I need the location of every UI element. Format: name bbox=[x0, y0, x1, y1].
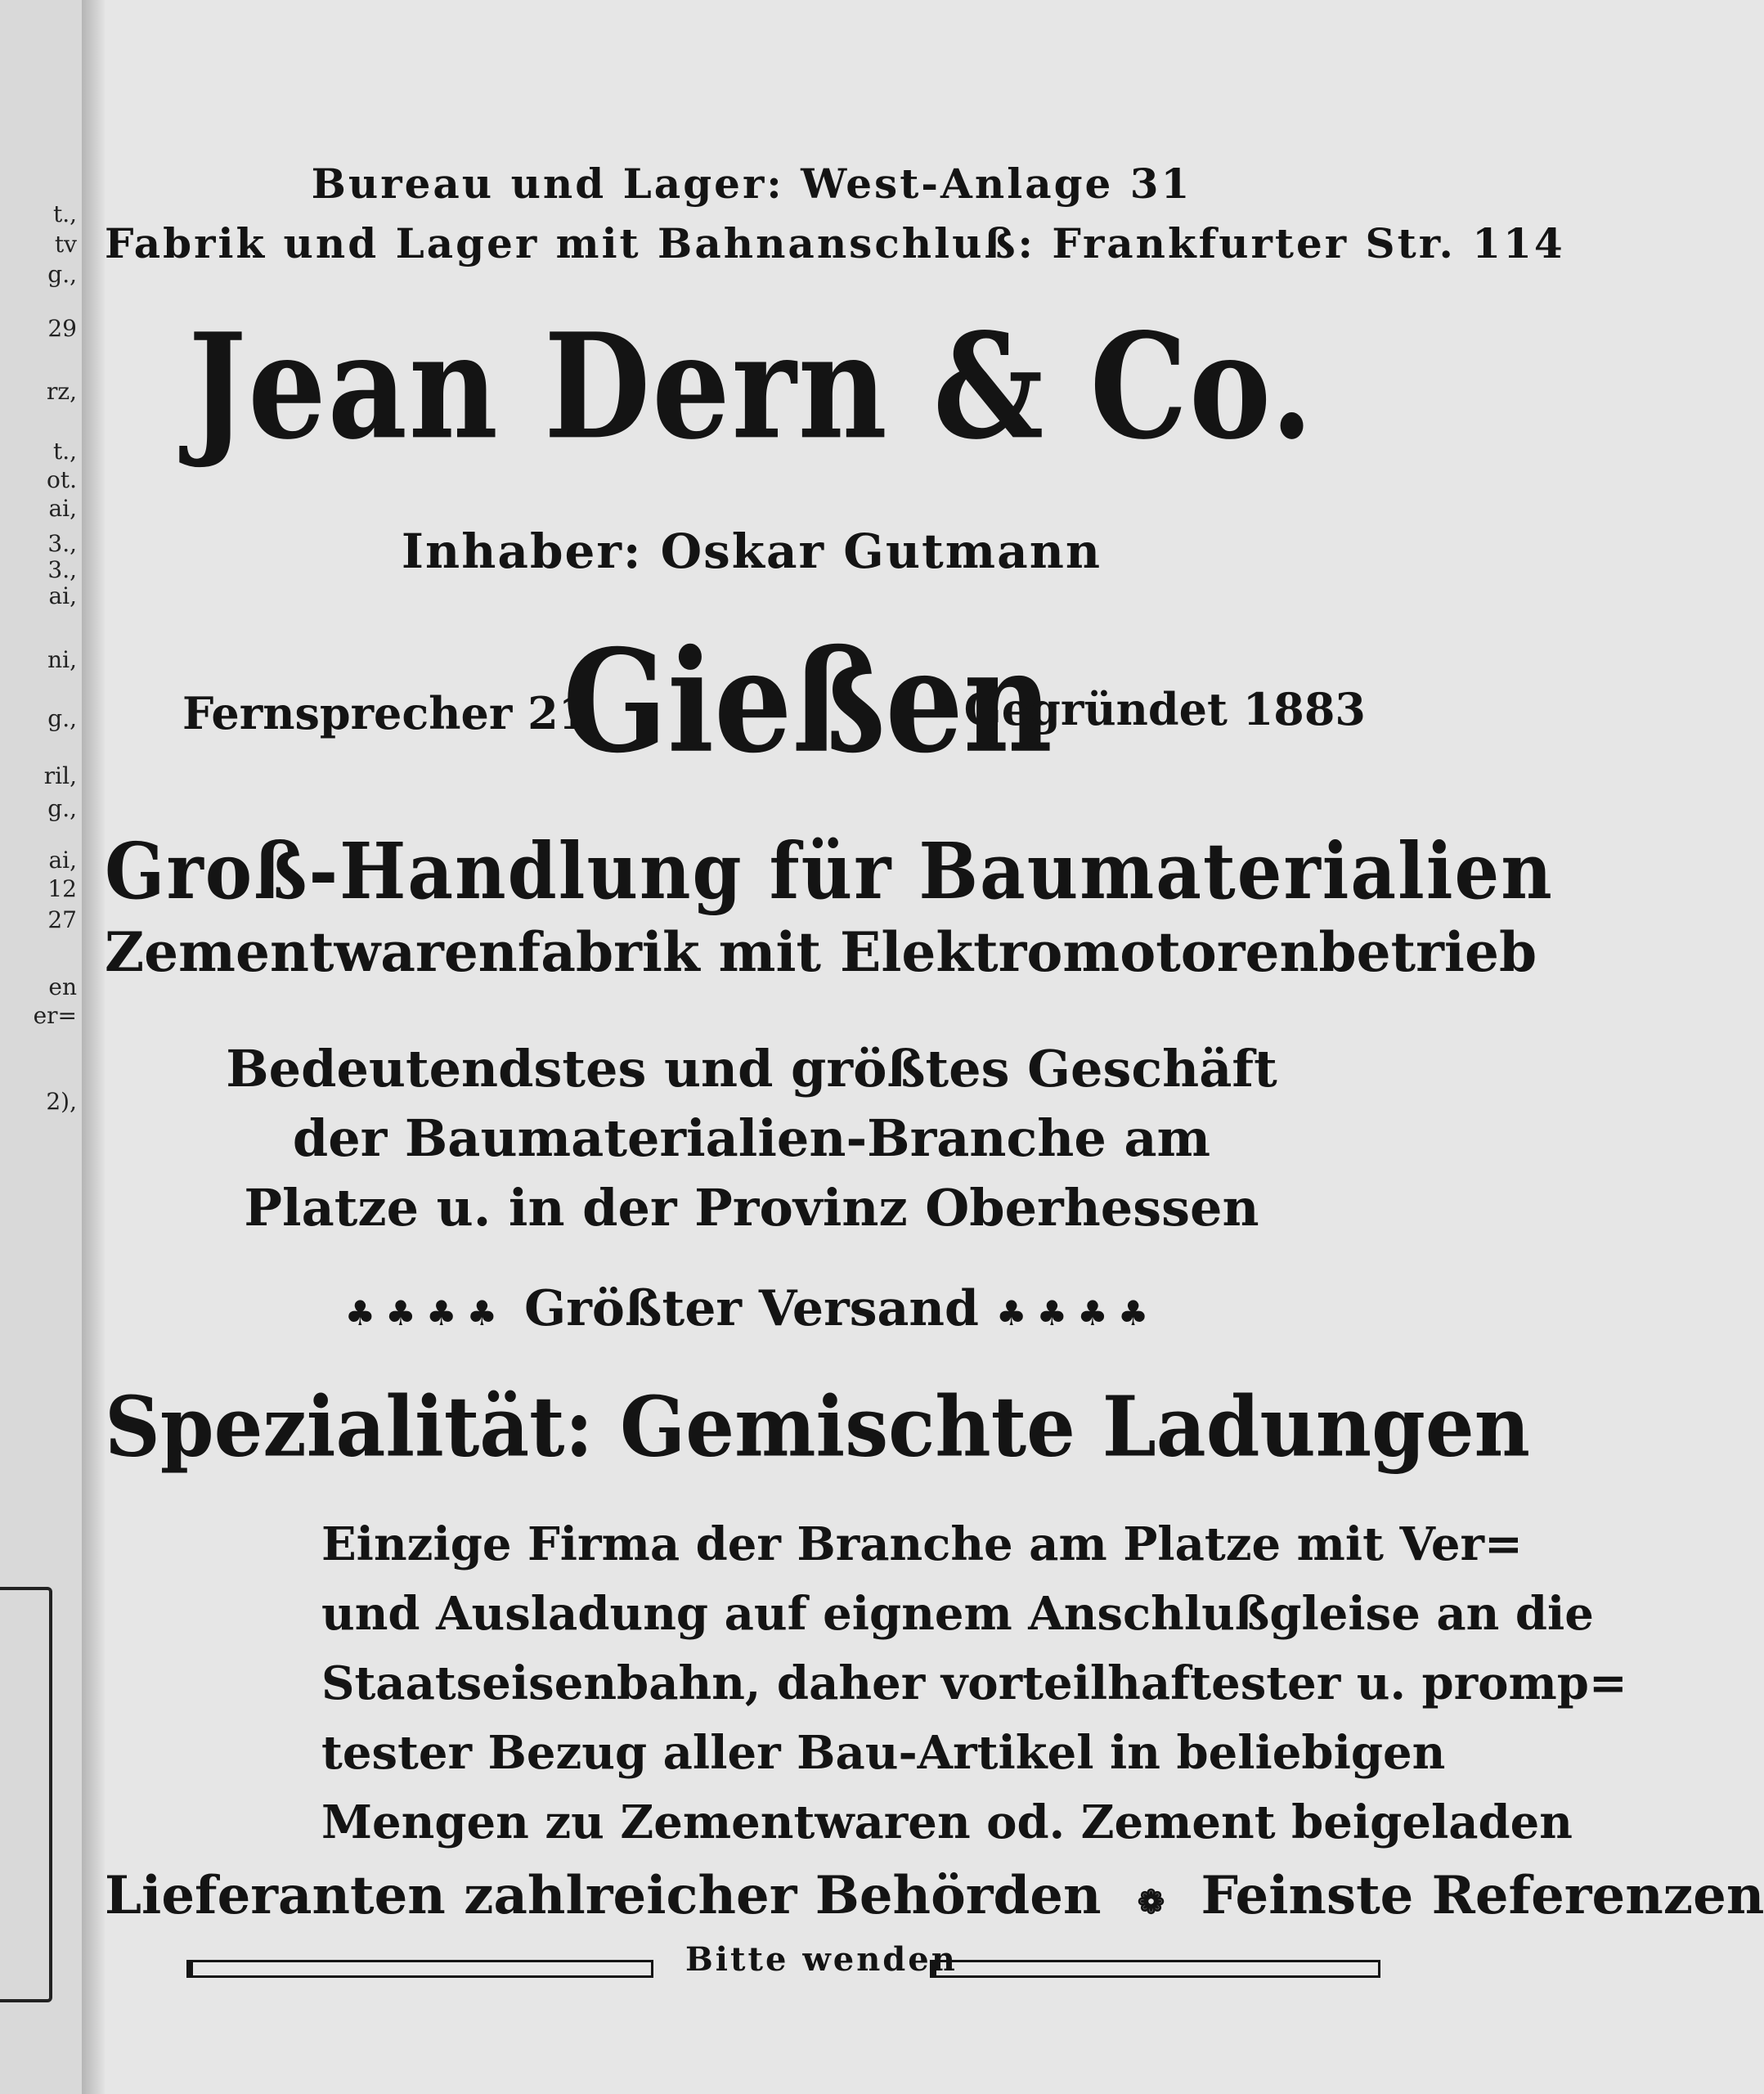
book-gutter bbox=[82, 0, 105, 2094]
margin-fragment: rz, bbox=[46, 378, 77, 405]
address-line-2: Fabrik und Lager mit Bahnanschluß: Frankfurter Str. 114 bbox=[105, 219, 1565, 267]
margin-fragment: en bbox=[48, 973, 77, 1000]
margin-fragment: tv bbox=[54, 231, 77, 258]
claim-line: Platze u. in der Provinz Oberhessen bbox=[244, 1178, 1259, 1238]
margin-fragment: g., bbox=[47, 261, 77, 288]
ornament-icon: ♣♣♣♣ bbox=[344, 1293, 508, 1333]
business-line-1: Groß-Handlung für Baumaterialien bbox=[105, 825, 1554, 918]
address-line-1: Bureau und Lager: West-Anlage 31 bbox=[311, 160, 1192, 208]
footer-rule bbox=[186, 1940, 1380, 1983]
margin-fragment: 2), bbox=[46, 1088, 77, 1115]
bottom-line bbox=[105, 1865, 1764, 1926]
owner-line: Inhaber: Oskar Gutmann bbox=[401, 524, 1102, 579]
rule-left bbox=[186, 1960, 653, 1978]
margin-fragment: ni, bbox=[47, 646, 77, 673]
margin-fragment: ril, bbox=[43, 762, 77, 789]
margin-fragment: 3., bbox=[47, 556, 77, 583]
margin-fragment: ot. bbox=[46, 466, 77, 493]
city-name: Gießen bbox=[563, 618, 1053, 785]
claim-line: Bedeutendstes und größtes Geschäft bbox=[226, 1039, 1277, 1099]
shipping-line bbox=[105, 1280, 1398, 1337]
founded-year: Gegründet 1883 bbox=[963, 683, 1366, 735]
city-row bbox=[105, 618, 1398, 793]
business-line-2: Zementwarenfabrik mit Elektromotorenbetrieb bbox=[105, 920, 1537, 984]
margin-frame bbox=[0, 1587, 52, 2002]
margin-fragment: 3., bbox=[47, 530, 77, 557]
description-line: Einzige Firma der Branche am Platze mit Ver= bbox=[321, 1517, 1523, 1571]
phone-number: Fernsprecher 21 bbox=[182, 687, 590, 739]
supplier-text: Lieferanten zahlreicher Behörden bbox=[105, 1865, 1102, 1926]
margin-fragment: er= bbox=[33, 1002, 77, 1029]
claim-line: der Baumaterialien-Branche am bbox=[292, 1108, 1211, 1168]
margin-fragment: t., bbox=[52, 438, 77, 465]
firm-name: Jean Dern & Co. bbox=[188, 302, 1315, 472]
margin-fragment: 12 bbox=[47, 875, 77, 902]
turn-page-text: Bitte wenden bbox=[685, 1940, 958, 1979]
ornament-icon: ♣♣♣♣ bbox=[995, 1293, 1159, 1333]
references-text: Feinste Referenzen bbox=[1201, 1865, 1764, 1926]
adjacent-page-strip bbox=[0, 0, 84, 2094]
margin-fragment: 27 bbox=[47, 906, 77, 933]
margin-fragment: 29 bbox=[47, 315, 77, 342]
margin-fragment: t., bbox=[52, 200, 77, 227]
specialty-line: Spezialität: Gemischte Ladungen bbox=[105, 1378, 1530, 1476]
shipping-text: Größter Versand bbox=[524, 1280, 979, 1337]
description-line: und Ausladung auf eignem Anschlußgleise an die bbox=[321, 1587, 1594, 1641]
description-line: tester Bezug aller Bau-Artikel in beliebigen bbox=[321, 1726, 1446, 1780]
margin-fragment: g., bbox=[47, 705, 77, 732]
margin-fragment: ai, bbox=[48, 582, 77, 609]
advertisement-page bbox=[105, 0, 1764, 2094]
description-line: Staatseisenbahn, daher vorteilhaftester u. promp= bbox=[321, 1656, 1627, 1710]
margin-fragment: ai, bbox=[48, 495, 77, 522]
rule-right bbox=[930, 1960, 1380, 1978]
margin-fragment: g., bbox=[47, 795, 77, 822]
description-line: Mengen zu Zementwaren od. Zement beigeladen bbox=[321, 1795, 1573, 1849]
margin-fragment: ai, bbox=[48, 847, 77, 874]
flower-icon: ❁ bbox=[1137, 1883, 1165, 1921]
